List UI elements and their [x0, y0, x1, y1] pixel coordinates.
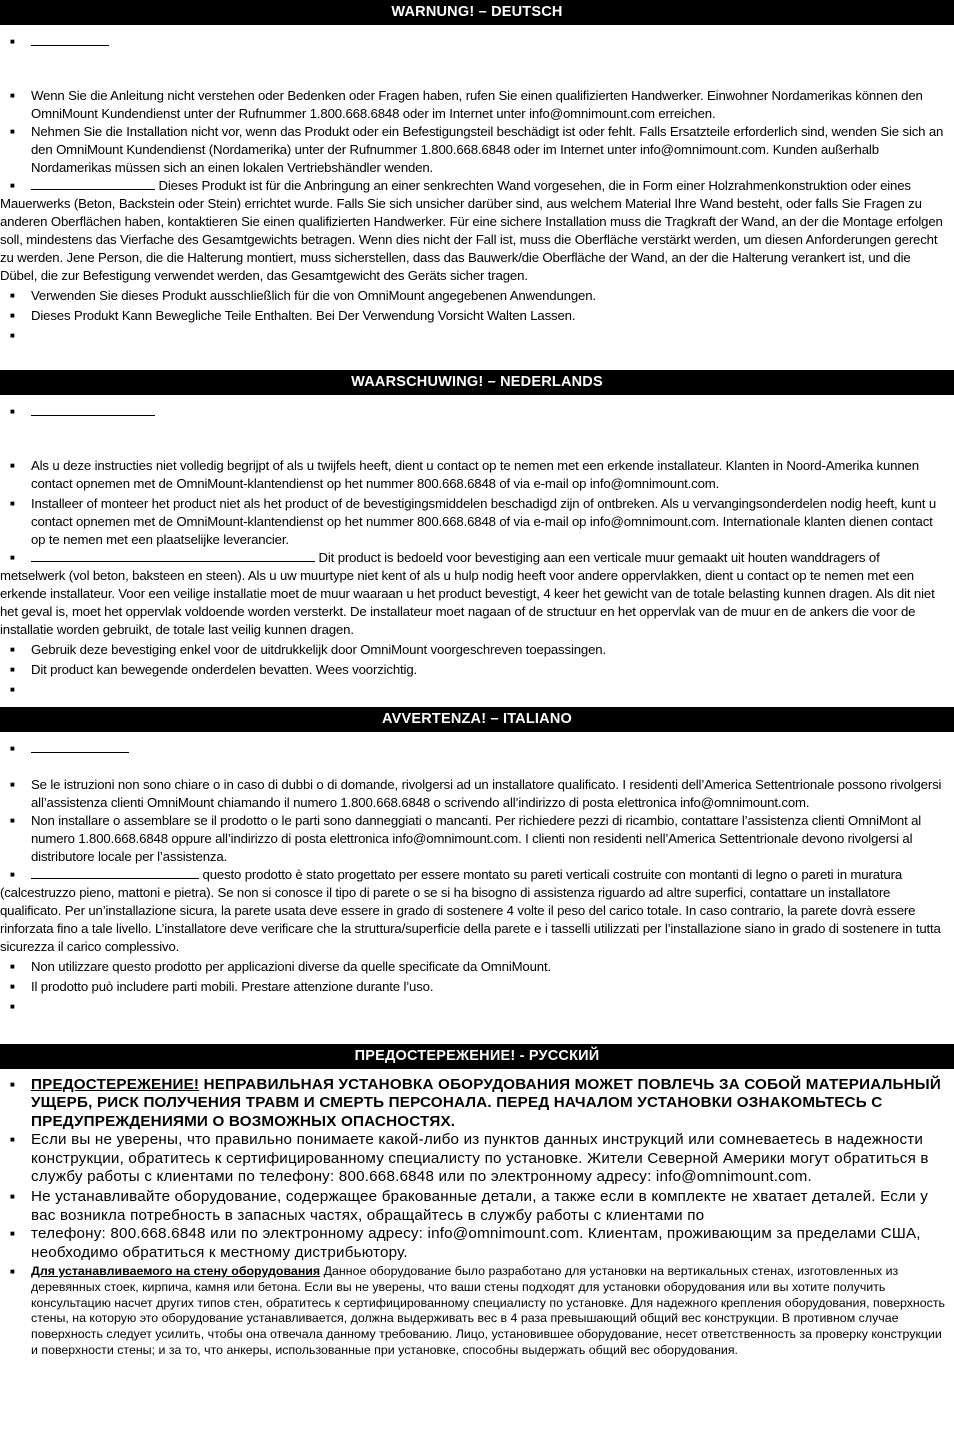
warning-text: Gebruik deze bevestiging enkel voor de uitdrukkelijk door OmniMount voorgeschreven toepassingen.	[31, 642, 606, 657]
section-italian	[0, 707, 954, 1016]
warning-label: ПРЕДОСТЕРЕЖЕНИЕ!	[31, 1076, 200, 1093]
warning-text: questo prodotto è stato progettato per essere montato su pareti verticali costruite con montanti di legno o pareti in muratura (calcestruzzo pieno, mattoni e pietra). Se non si conosce il tipo di parete o se si ha bisogno di assistenza riguardo ad altre superfici, contattare un installatore qualificato. Per un’installazione sicura, la parete usata deve essere in grado di sostenere 4 volte il peso del carico totale. In caso contrario, la parete dovrà essere rinforzata fino a tale livello. L’installatore deve verificare che la struttura/superficie della parete e i tasselli utilizzati per l’installazione siano in grado di sostenere in tutta sicurezza il carico complessivo.	[0, 867, 941, 954]
list-item	[0, 641, 954, 659]
warning-list-russian	[0, 1076, 954, 1359]
blank-line	[31, 549, 315, 562]
bullet-icon: ■	[10, 37, 15, 46]
bullet-icon: ■	[10, 1229, 16, 1239]
list-item	[0, 1131, 954, 1186]
bullet-icon: ■	[10, 665, 15, 674]
warning-text: Non installare o assemblare se il prodotto o le parti sono danneggiati o mancanti. Per richiedere pezzi di ricambio, contattare l’assistenza clienti OmniMont al numero 1.800.668.6848 oppure all’indirizzo di posta elettronica info@omnimount.com. I clienti non residenti nell’America Settentrionale devono rivolgersi al distributore locale per l’assistenza.	[31, 813, 922, 864]
blank-line	[31, 33, 109, 46]
list-item	[0, 776, 954, 812]
list-item	[0, 457, 954, 493]
warning-text: Dit product kan bewegende onderdelen bevatten. Wees voorzichtig.	[31, 662, 418, 677]
wall-mount-label: Для устанавливаемого на стену оборудования	[31, 1264, 321, 1279]
bullet-icon: ■	[10, 311, 15, 320]
warning-list-dutch	[0, 403, 954, 699]
list-item	[0, 549, 954, 639]
bullet-icon: ■	[10, 982, 15, 991]
list-item	[0, 866, 954, 956]
bullet-icon: ■	[10, 1192, 16, 1202]
list-item	[0, 681, 954, 699]
list-item	[0, 287, 954, 305]
bullet-icon: ■	[10, 816, 15, 825]
warning-text: Verwenden Sie dieses Produkt ausschließlich für die von OmniMount angegebenen Anwendungen.	[31, 288, 596, 303]
list-item	[0, 740, 954, 758]
warning-text: Dit product is bedoeld voor bevestiging aan een verticale muur gemaakt uit houten wanddragers of metselwerk (vol beton, baksteen en steen). Als u uw muurtype niet kent of als u hulp nodig heeft voor andere oppervlakken, dient u contact op te nemen met een erkende installateur. Voor een veilige installatie moet de muur waaraan u het product bevestigt, 4 keer het gewicht van de totale belasting kunnen dragen. Als dit niet het geval is, moet het oppervlak voldoende worden versterkt. De installateur moet nagaan of de structuur en het oppervlak van de muur en de ankers die voor de installatie worden gebruikt, de totale last veilig kunnen dragen.	[0, 550, 935, 637]
list-item	[0, 1264, 954, 1359]
list-item	[0, 978, 954, 996]
bullet-icon: ■	[10, 1267, 15, 1277]
warning-list-german	[0, 33, 954, 345]
list-item	[0, 1076, 954, 1131]
bullet-icon: ■	[10, 962, 15, 971]
list-item	[0, 327, 954, 345]
warning-list-italian	[0, 740, 954, 1016]
warning-text: Installeer of monteer het product niet als het product of de bevestigingsmiddelen beschadigd zijn of ontbreken. Als u vervangingsonderdelen nodig heeft, kunt u contact opnemen met de OmniMount-klantendienst op het nummer 800.668.6848 of via e-mail op info@omnimount.com. Internationale klanten dienen contact op te nemen met een plaatselijke leverancier.	[31, 496, 937, 547]
warning-text: Nehmen Sie die Installation nicht vor, wenn das Produkt oder ein Befestigungsteil beschädigt ist oder fehlt. Falls Ersatzteile erforderlich sind, wenden Sie sich an den OmniMount Kundendienst (Nordamerika) unter der Rufnummer 1.800.668.6848 oder im Internet unter info@omnimount.com. Kunden außerhalb Nordamerikas müssen sich an einen lokalen Vertriebshändler wenden.	[31, 124, 944, 175]
list-item	[0, 998, 954, 1016]
warning-text: Если вы не уверены, что правильно понимаете какой-либо из пунктов данных инструкций или сомневаетесь в надежности конструкции, обратитесь к сертифицированному специалисту по установке. Жители Северной Америки могут обратиться в службу работы с клиентами по телефону: 800.668.6848 или по электронному адресу: info@omnimount.com.	[31, 1131, 929, 1186]
bullet-icon: ■	[10, 870, 15, 879]
warning-text: Dieses Produkt ist für die Anbringung an einer senkrechten Wand vorgesehen, die in Form einer Holzrahmenkonstruktion oder eines Mauerwerks (Beton, Backstein oder Stein) errichtet wurde. Falls Sie sich unsicher darüber sind, aus welchem Material Ihre Wand besteht, oder falls Sie Fragen zu anderen Oberflächen haben, kontaktieren Sie einen qualifizierten Handwerker. Für eine sichere Installation muss die Tragkraft der Wand, an der die Montage erfolgen soll, mindestens das Vierfache des Gesamtgewichts betragen. Wenn dies nicht der Fall ist, muss die Oberfläche verstärkt werden, um diesen Anforderungen gerecht zu werden. Jene Person, die die Halterung montiert, muss sicherstellen, dass das Bauwerk/die Oberfläche der Wand, an der die Halterung verankert ist, und die Dübel, die zur Befestigung verwendet werden, das Gesamtgewicht des Geräts sicher tragen.	[0, 178, 943, 283]
list-item	[0, 1188, 954, 1225]
bullet-icon: ■	[10, 553, 15, 562]
bullet-icon: ■	[10, 499, 15, 508]
warning-text: НЕПРАВИЛЬНАЯ УСТАНОВКА ОБОРУДОВАНИЯ МОЖЕТ ПОВЛЕЧЬ ЗА СОБОЙ МАТЕРИАЛЬНЫЙ УЩЕРБ, РИСК ПОЛУЧЕНИЯ ТРАВМ И СМЕРТЬ ПЕРСОНАЛА. ПЕРЕД НАЧАЛОМ УСТАНОВКИ ОЗНАКОМЬТЕСЬ С ПРЕДУПРЕЖДЕНИЯМИ О ВОЗМОЖНЫХ ОПАСНОСТЯХ.	[31, 1076, 941, 1130]
bullet-icon: ■	[10, 1002, 15, 1011]
bullet-icon: ■	[10, 331, 15, 340]
list-item	[0, 661, 954, 679]
list-item	[0, 307, 954, 325]
section-russian	[0, 1044, 954, 1359]
warning-text: Il prodotto può includere parti mobili. Prestare attenzione durante l’uso.	[31, 979, 434, 994]
section-header-german: WARNUNG! – DEUTSCH	[0, 0, 954, 25]
warning-text: телефону: 800.668.6848 или по электронному адресу: info@omnimount.com. Клиентам, проживающим за пределами США, необходимо обратиться к местному дистрибьютору.	[31, 1225, 921, 1261]
bullet-icon: ■	[10, 181, 15, 190]
section-header-dutch: WAARSCHUWING! – NEDERLANDS	[0, 370, 954, 395]
list-item	[0, 123, 954, 177]
bullet-icon: ■	[10, 645, 15, 654]
section-header-italian: AVVERTENZA! – ITALIANO	[0, 707, 954, 732]
list-item	[0, 495, 954, 549]
blank-line	[31, 177, 155, 190]
warning-text: Non utilizzare questo prodotto per applicazioni diverse da quelle specificate da OmniMount.	[31, 959, 552, 974]
warning-text: Als u deze instructies niet volledig begrijpt of als u twijfels heeft, dient u contact op te nemen met een erkende installateur. Klanten in Noord-Amerika kunnen contact opnemen met de OmniMount-klantendienst op het nummer 800.668.6848 of via e-mail op info@omnimount.com.	[31, 458, 919, 491]
warning-text: Данное оборудование было разработано для установки на вертикальных стенах, изготовленных из деревянных стоек, кирпича, камня или бетона. Если вы не уверены, что ваши стены подходят для установки оборудования или вы хотите получить консультацию насчет других типов стен, обратитесь к сертифицированному специалисту по установке. Для надежного крепления оборудования, поверхность стены, на которую это оборудование устанавливается, должна выдерживать вес в 4 раза превышающий общий вес конструкции. В противном случае поверхность следует усилить, чтобы она отвечала данному требованию. Лицо, установившее оборудование, несет ответственность за проверку конструкции и поверхности стены; и за то, что анкеры, использованные при установке, способны выдержать общий вес оборудования.	[31, 1264, 945, 1358]
bullet-icon: ■	[10, 407, 15, 416]
list-item	[0, 87, 954, 123]
warning-text: Wenn Sie die Anleitung nicht verstehen oder Bedenken oder Fragen haben, rufen Sie einen qualifizierten Handwerker. Einwohner Nordamerikas können den OmniMount Kundendienst unter der Rufnummer 1.800.668.6848 oder im Internet unter info@omnimount.com erreichen.	[31, 88, 923, 121]
warning-text: Не устанавливайте оборудование, содержащее бракованные детали, а также если в комплекте не хватает деталей. Если у вас возникла потребность в запасных частях, обращайтесь в службу работы с клиентами по	[31, 1188, 929, 1224]
section-dutch	[0, 370, 954, 699]
bullet-icon: ■	[10, 461, 15, 470]
list-item	[0, 812, 954, 866]
bullet-icon: ■	[10, 91, 15, 100]
list-item	[0, 1225, 954, 1262]
list-item	[0, 958, 954, 976]
warning-text: Se le istruzioni non sono chiare o in caso di dubbi o di domande, rivolgersi ad un installatore qualificato. I residenti dell’America Settentrionale possono rivolgersi all’assistenza clienti OmniMount chiamando il numero 1.800.668.6848 o scrivendo all’indirizzo di posta elettronica info@omnimount.com.	[31, 777, 942, 810]
blank-line	[31, 403, 155, 416]
bullet-icon: ■	[10, 1135, 16, 1145]
blank-line	[31, 740, 129, 753]
section-header-russian: ПРЕДОСТЕРЕЖЕНИЕ! - РУССКИЙ	[0, 1044, 954, 1069]
bullet-icon: ■	[10, 780, 15, 789]
section-german	[0, 0, 954, 345]
warning-text: Dieses Produkt Kann Bewegliche Teile Enthalten. Bei Der Verwendung Vorsicht Walten Lassen.	[31, 308, 576, 323]
bullet-icon: ■	[10, 744, 15, 753]
bullet-icon: ■	[10, 1080, 16, 1089]
list-item	[0, 33, 954, 51]
blank-line	[31, 866, 199, 879]
bullet-icon: ■	[10, 685, 15, 694]
list-item	[0, 177, 954, 285]
bullet-icon: ■	[10, 127, 15, 136]
bullet-icon: ■	[10, 291, 15, 300]
list-item	[0, 403, 954, 421]
